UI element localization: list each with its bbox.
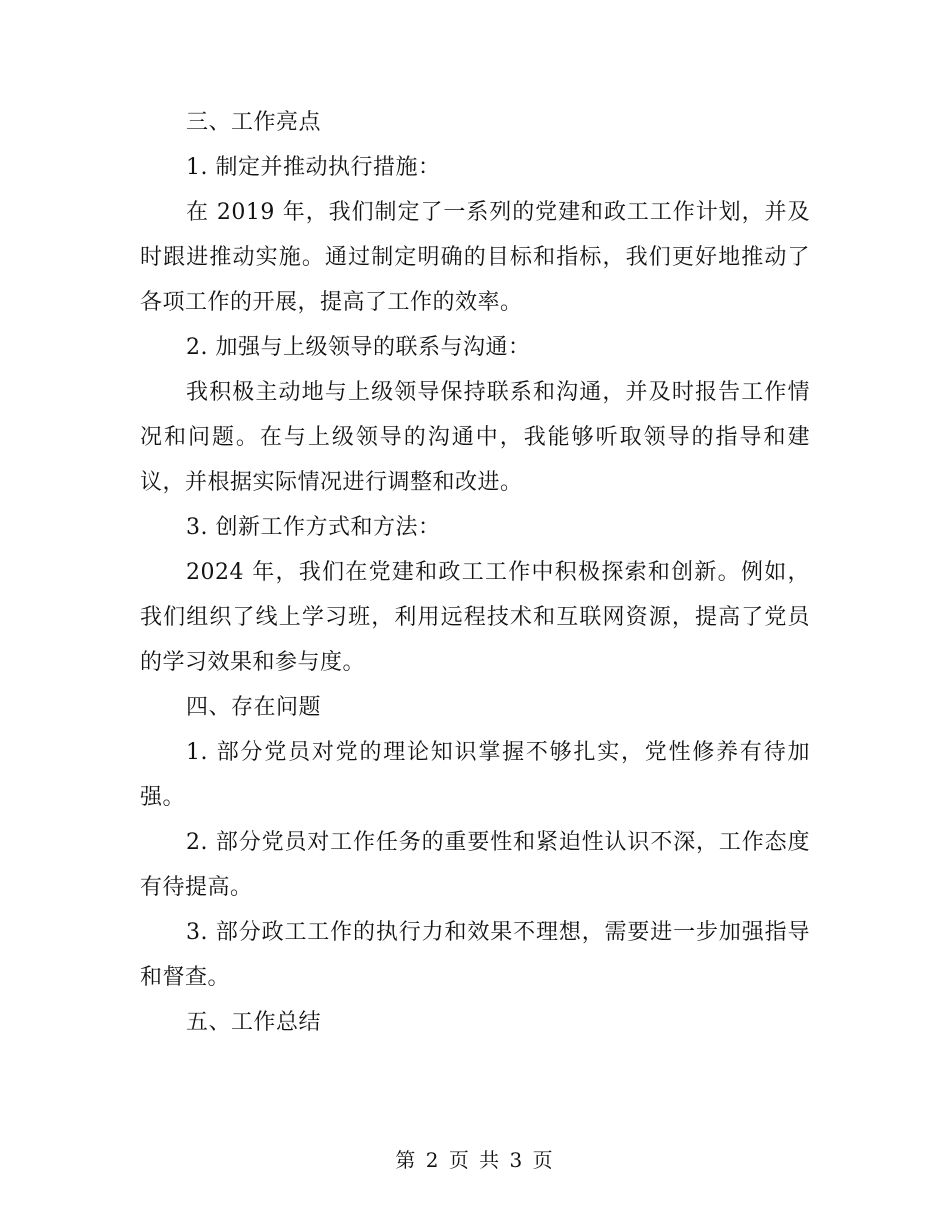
body-paragraph: 在 2019 年，我们制定了一系列的党建和政工工作计划，并及时跟进推动实施。通过制定明确的目标和指标，我们更好地推动了各项工作的开展，提高了工作的效率。 [140,200,810,315]
list-item: 1. 部分党员对党的理论知识掌握不够扎实，党性修养有待加强。 [140,740,810,810]
list-item: 2. 部分党员对工作任务的重要性和紧迫性认识不深，工作态度有待提高。 [140,830,810,900]
section-heading-highlights: 三、工作亮点 [186,110,322,135]
document-body [140,100,810,1045]
page-number-footer: 第 2 页 共 3 页 [395,1148,555,1172]
section-heading-summary: 五、工作总结 [186,1010,322,1035]
body-paragraph: 我积极主动地与上级领导保持联系和沟通，并及时报告工作情况和问题。在与上级领导的沟通中，我能够听取领导的指导和建议，并根据实际情况进行调整和改进。 [140,380,810,495]
list-item-heading: 3. 创新工作方式和方法： [186,515,441,540]
list-item-heading: 1. 制定并推动执行措施： [186,155,441,180]
list-item: 3. 部分政工工作的执行力和效果不理想，需要进一步加强指导和督查。 [140,920,810,990]
body-paragraph: 2024 年，我们在党建和政工工作中积极探索和创新。例如，我们组织了线上学习班，利用远程技术和互联网资源，提高了党员的学习效果和参与度。 [140,560,810,675]
section-heading-problems: 四、存在问题 [186,695,322,720]
list-item-heading: 2. 加强与上级领导的联系与沟通： [186,335,531,360]
